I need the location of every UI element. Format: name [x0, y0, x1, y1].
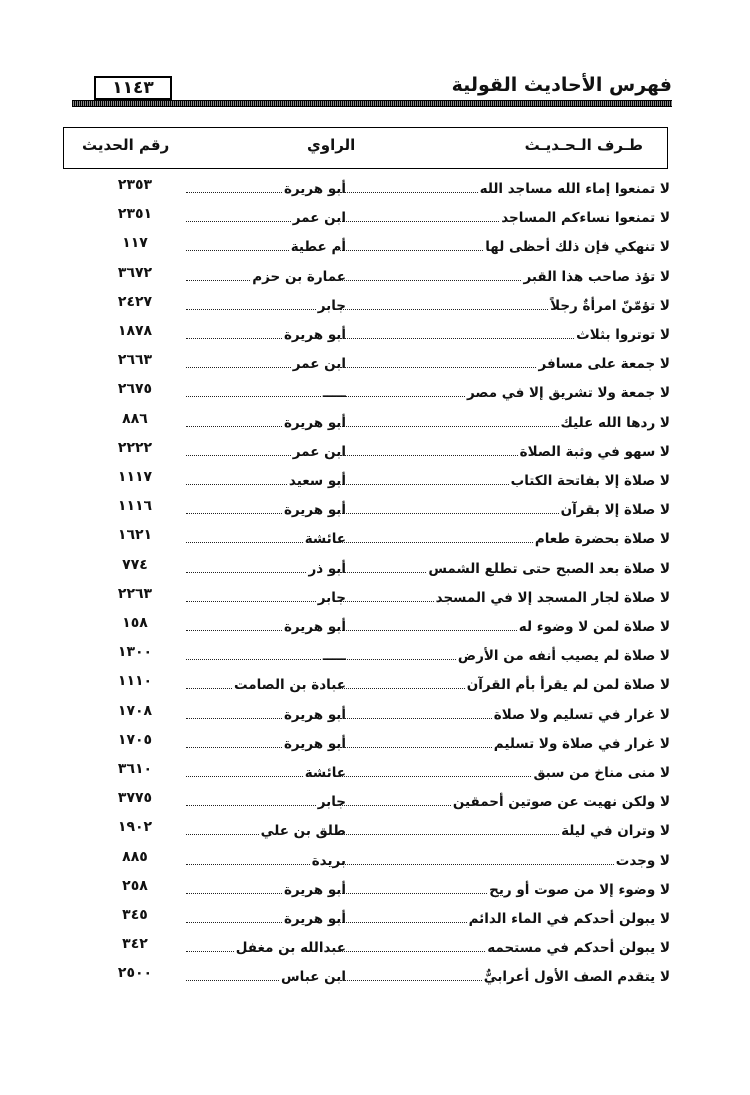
narrator-cell — [186, 962, 346, 986]
narrator-text: أم عطية — [290, 239, 346, 256]
narrator-cell — [186, 758, 346, 782]
hadith-number: ١٧٠٨ — [117, 702, 153, 719]
dot-leader — [186, 980, 279, 981]
hadith-text: لا جمعة على مسافر — [538, 356, 670, 373]
narrator-text: أبو هريرة — [283, 881, 346, 898]
dot-leader — [340, 893, 487, 894]
narrator-text: عائشة — [304, 531, 346, 548]
hadith-number: ٣٤٢ — [122, 936, 148, 953]
dot-leader — [186, 513, 282, 514]
hadith-text: لا تنهكي فإن ذلك أحظى لها — [485, 239, 670, 256]
dot-leader — [340, 455, 518, 456]
dot-leader — [186, 688, 232, 689]
dot-leader — [340, 805, 451, 806]
dot-leader — [186, 951, 234, 952]
column-header — [63, 127, 668, 169]
hadith-number: ٢٥٠٠ — [117, 965, 153, 982]
table-row — [70, 729, 670, 753]
page-header — [72, 72, 672, 112]
hadith-number: ٢٥٨ — [122, 877, 148, 894]
hadith-number: ٢٦٧٥ — [117, 381, 153, 398]
dot-leader — [340, 221, 499, 222]
table-row — [70, 612, 670, 636]
hadith-number: ١٦٢١ — [117, 527, 153, 544]
hadith-cell — [340, 700, 670, 724]
dot-leader — [340, 280, 521, 281]
hadith-cell — [340, 846, 670, 870]
dot-leader — [186, 192, 282, 193]
hadith-text: لا صلاة إلا بقرآن — [560, 502, 670, 519]
hadith-text: لا سهو في وثبة الصلاة — [519, 443, 670, 460]
hadith-text: لا وتران في ليلة — [561, 823, 670, 840]
dot-leader — [186, 426, 282, 427]
narrator-cell — [186, 933, 346, 957]
narrator-cell — [186, 583, 346, 607]
narrator-cell — [186, 232, 346, 256]
dot-leader — [186, 601, 316, 602]
narrator-text: عبادة بن الصامت — [233, 677, 346, 694]
hadith-text: لا غرار في تسليم ولا صلاة — [493, 706, 670, 723]
hadith-text: لا ردها الله عليك — [560, 414, 670, 431]
narrator-cell — [186, 787, 346, 811]
narrator-text: ـــــ — [322, 385, 346, 402]
hadith-cell — [340, 262, 670, 286]
hadith-cell — [340, 466, 670, 490]
narrator-text: أبو هريرة — [283, 911, 346, 927]
dot-leader — [340, 980, 482, 981]
narrator-cell — [186, 904, 346, 928]
narrator-text: عائشة — [304, 765, 346, 781]
narrator-text: أبو هريرة — [283, 414, 346, 431]
dot-leader — [340, 601, 434, 602]
hadith-text: لا يبولن أحدكم في مستحمه — [487, 940, 670, 957]
table-row — [70, 758, 670, 782]
hadith-text: لا منى مناخ من سبق — [533, 765, 670, 781]
dot-leader — [186, 309, 316, 310]
narrator-cell — [186, 203, 346, 227]
hadith-number: ٢٤٢٧ — [117, 293, 153, 310]
hadith-number: ١١١٠ — [117, 673, 153, 690]
hadith-text: لا ولكن نهيت عن صوتين أحمقين — [452, 794, 670, 811]
narrator-text: أبو ذر — [308, 560, 346, 577]
hadith-number: ٢٣٥٣ — [117, 177, 153, 193]
hadith-cell — [340, 729, 670, 753]
hadith-cell — [340, 612, 670, 636]
table-row — [70, 524, 670, 548]
hadith-cell — [340, 904, 670, 928]
narrator-cell — [186, 729, 346, 753]
narrator-cell — [186, 641, 346, 665]
narrator-cell — [186, 554, 346, 578]
dot-leader — [186, 280, 250, 281]
table-row — [70, 437, 670, 461]
dot-leader — [186, 250, 289, 251]
narrator-cell — [186, 816, 346, 840]
narrator-cell — [186, 875, 346, 899]
narrator-cell — [186, 437, 346, 461]
hadith-cell — [340, 349, 670, 373]
dot-leader — [340, 776, 531, 777]
column-header-hadith: طـرف الـحـديـث — [524, 136, 643, 154]
hadith-text: لا صلاة لمن لم يقرأ بأم القرآن — [466, 677, 670, 694]
dot-leader — [340, 309, 548, 310]
dot-leader — [186, 776, 303, 777]
dot-leader — [340, 192, 478, 193]
narrator-cell — [186, 291, 346, 315]
hadith-text: لا صلاة لمن لا وضوء له — [518, 619, 670, 635]
hadith-text: لا يتقدم الصف الأول أعرابيٌّ — [483, 969, 670, 986]
dot-leader — [186, 396, 321, 397]
hadith-cell — [340, 933, 670, 957]
narrator-text: جابر — [317, 794, 346, 811]
hadith-cell — [340, 962, 670, 986]
hadith-number: ٨٨٦ — [122, 410, 148, 427]
table-row — [70, 962, 670, 986]
dot-leader — [186, 659, 321, 660]
hadith-text: لا وضوء إلا من صوت أو ريح — [489, 881, 670, 898]
table-row — [70, 262, 670, 286]
table-row — [70, 232, 670, 256]
dot-leader — [340, 367, 536, 368]
dot-leader — [340, 659, 456, 660]
narrator-text: أبو سعيد — [288, 473, 346, 489]
hadith-cell — [340, 583, 670, 607]
table-row — [70, 378, 670, 402]
dot-leader — [186, 864, 310, 865]
narrator-text: أبو هريرة — [283, 706, 346, 723]
narrator-text: أبو هريرة — [283, 502, 346, 519]
dot-leader — [186, 922, 282, 923]
table-row — [70, 495, 670, 519]
dot-leader — [340, 572, 426, 573]
hadith-cell — [340, 787, 670, 811]
hadith-cell — [340, 437, 670, 461]
table-row — [70, 700, 670, 724]
hadith-number: ٨٨٥ — [122, 848, 148, 865]
page-title: فهرس الأحاديث القولية — [451, 74, 672, 96]
narrator-text: أبو هريرة — [283, 735, 346, 752]
narrator-text: ابن عمر — [292, 210, 346, 227]
dot-leader — [186, 542, 303, 543]
hadith-number: ١١٧ — [122, 235, 148, 252]
hadith-text: لا وجدت — [615, 852, 670, 869]
hadith-cell — [340, 408, 670, 432]
narrator-text: بريدة — [311, 852, 346, 869]
dot-leader — [186, 893, 282, 894]
dot-leader — [340, 951, 485, 952]
column-header-number: رقم الحديث — [82, 136, 170, 154]
narrator-text: ابن عباس — [281, 969, 346, 986]
dot-leader — [186, 338, 282, 339]
page-number: ١١٤٣ — [94, 76, 172, 100]
hadith-cell — [340, 174, 670, 198]
dot-leader — [186, 630, 282, 631]
hadith-text: لا صلاة لم يصيب أنفه من الأرض — [457, 648, 670, 665]
table-row — [70, 291, 670, 315]
hadith-number: ٧٧٤ — [122, 556, 148, 573]
narrator-cell — [186, 524, 346, 548]
hadith-number: ٢٢٢٢ — [117, 439, 153, 456]
header-rule — [72, 100, 672, 107]
table-row — [70, 787, 670, 811]
narrator-text: أبو هريرة — [283, 619, 346, 635]
table-row — [70, 174, 670, 198]
table-row — [70, 816, 670, 840]
hadith-text: لا توتروا بثلاث — [576, 327, 670, 343]
dot-leader — [186, 718, 282, 719]
hadith-text: لا تؤمّنّ امرأةٌ رجلاً — [550, 297, 670, 314]
dot-leader — [186, 455, 291, 456]
hadith-text: لا يبولن أحدكم في الماء الدائم — [468, 911, 670, 927]
dot-leader — [340, 834, 559, 835]
dot-leader — [186, 572, 306, 573]
hadith-text: لا صلاة لجار المسجد إلا في المسجد — [435, 589, 670, 606]
table-row — [70, 933, 670, 957]
column-header-narrator: الراوي — [307, 136, 356, 154]
table-row — [70, 641, 670, 665]
hadith-number: ١٨٧٨ — [117, 323, 153, 339]
table-row — [70, 670, 670, 694]
hadith-cell — [340, 670, 670, 694]
hadith-text: لا جمعة ولا تشريق إلا في مصر — [467, 385, 670, 402]
hadith-cell — [340, 378, 670, 402]
table-row — [70, 466, 670, 490]
narrator-text: ابن عمر — [292, 443, 346, 460]
table-row — [70, 904, 670, 928]
hadith-cell — [340, 816, 670, 840]
dot-leader — [186, 747, 282, 748]
narrator-cell — [186, 408, 346, 432]
narrator-text: طلق بن علي — [260, 823, 346, 840]
narrator-text: ـــــ — [322, 648, 346, 665]
hadith-cell — [340, 524, 670, 548]
hadith-cell — [340, 291, 670, 315]
dot-leader — [186, 834, 259, 835]
dot-leader — [340, 688, 465, 689]
dot-leader — [340, 250, 483, 251]
table-row — [70, 320, 670, 344]
narrator-cell — [186, 466, 346, 490]
dot-leader — [340, 338, 574, 339]
hadith-cell — [340, 758, 670, 782]
narrator-text: جابر — [317, 589, 346, 606]
hadith-text: لا صلاة بحضرة طعام — [534, 531, 670, 548]
table-row — [70, 554, 670, 578]
hadith-number: ٣٦٧٢ — [117, 264, 153, 281]
hadith-text: لا صلاة بعد الصبح حتى تطلع الشمس — [428, 560, 670, 577]
table-row — [70, 875, 670, 899]
hadith-number: ١٣٠٠ — [117, 644, 153, 661]
hadith-number: ١١١٦ — [117, 498, 153, 515]
narrator-cell — [186, 349, 346, 373]
dot-leader — [340, 718, 492, 719]
hadith-cell — [340, 320, 670, 344]
dot-leader — [340, 426, 559, 427]
dot-leader — [340, 484, 509, 485]
hadith-number: ٣٧٧٥ — [117, 790, 153, 807]
hadith-number: ١٧٠٥ — [117, 731, 153, 748]
narrator-cell — [186, 174, 346, 198]
narrator-text: ابن عمر — [292, 356, 346, 373]
hadith-cell — [340, 641, 670, 665]
hadith-text: لا تمنعوا نساءكم المساجد — [501, 210, 670, 227]
hadith-number: ٢٢٦٣ — [117, 585, 153, 602]
dot-leader — [340, 747, 492, 748]
narrator-cell — [186, 262, 346, 286]
narrator-text: جابر — [317, 297, 346, 314]
hadith-number: ٢٣٥١ — [117, 206, 153, 223]
hadith-number: ٢٦٦٣ — [117, 352, 153, 369]
narrator-cell — [186, 320, 346, 344]
narrator-text: عبدالله بن مغفل — [235, 940, 346, 957]
dot-leader — [340, 513, 559, 514]
table-row — [70, 349, 670, 373]
table-row — [70, 408, 670, 432]
hadith-cell — [340, 203, 670, 227]
hadith-cell — [340, 495, 670, 519]
narrator-cell — [186, 378, 346, 402]
dot-leader — [340, 922, 467, 923]
narrator-cell — [186, 612, 346, 636]
hadith-text: لا صلاة إلا بفاتحة الكتاب — [510, 473, 670, 489]
hadith-number: ٣٤٥ — [122, 907, 148, 923]
narrator-cell — [186, 846, 346, 870]
narrator-text: أبو هريرة — [283, 181, 346, 197]
hadith-cell — [340, 554, 670, 578]
narrator-cell — [186, 670, 346, 694]
hadith-cell — [340, 232, 670, 256]
hadith-number: ٣٦١٠ — [117, 761, 153, 777]
dot-leader — [186, 221, 291, 222]
table-row — [70, 583, 670, 607]
narrator-cell — [186, 700, 346, 724]
hadith-number: ١٥٨ — [122, 615, 148, 631]
table-row — [70, 203, 670, 227]
dot-leader — [340, 396, 465, 397]
table-row — [70, 846, 670, 870]
dot-leader — [340, 630, 517, 631]
dot-leader — [340, 864, 614, 865]
dot-leader — [340, 542, 533, 543]
dot-leader — [186, 367, 291, 368]
hadith-text: لا تمنعوا إماء الله مساجد الله — [479, 181, 670, 197]
hadith-number: ١٩٠٢ — [117, 819, 153, 836]
narrator-text: عمارة بن حزم — [252, 268, 346, 285]
hadith-cell — [340, 875, 670, 899]
narrator-cell — [186, 495, 346, 519]
narrator-text: أبو هريرة — [283, 327, 346, 343]
hadith-text: لا غرار في صلاة ولا تسليم — [493, 735, 670, 752]
dot-leader — [186, 484, 287, 485]
dot-leader — [186, 805, 316, 806]
hadith-number: ١١١٧ — [117, 469, 153, 485]
hadith-text: لا تؤذ صاحب هذا القبر — [523, 268, 670, 285]
